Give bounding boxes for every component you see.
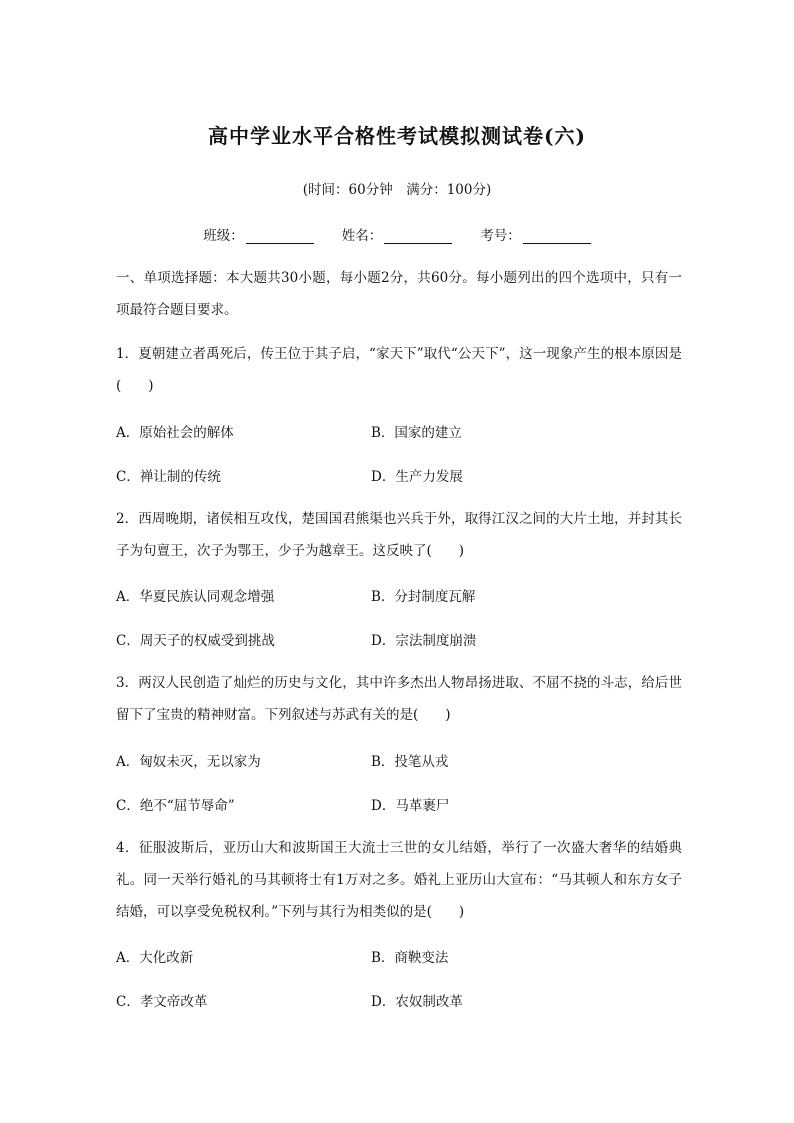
question-1-option-a[interactable]: A．原始社会的解体 (116, 425, 234, 441)
question-4-options-row-2 (116, 990, 682, 1010)
question-4-stem: 4．征服波斯后，亚历山大和波斯国王大流士三世的女儿结婚，举行了一次盛大奢华的结婚典礼。同一天举行婚礼的马其顿将士有1万对之多。婚礼上亚历山大宣布：“马其顿人和东方女子结婚，可以享受免税权利。”下列与其行为相类似的是( ) (116, 840, 682, 920)
question-3-option-d[interactable]: D．马革裹尸 (371, 798, 450, 814)
question-2-stem: 2．西周晚期，诸侯相互攻伐，楚国国君熊渠也兴兵于外，取得江汉之间的大片土地，并封其长子为句亶王，次子为鄂王，少子为越章王。这反映了( ) (116, 511, 682, 559)
question-1-options-row-2 (116, 465, 682, 485)
exam-subtitle: (时间：60分钟 满分：100分) (302, 182, 492, 198)
question-2-option-a[interactable]: A．华夏民族认同观念增强 (116, 589, 275, 605)
student-info-fields (0, 224, 794, 244)
name-field (342, 224, 453, 244)
class-label: 班级： (203, 228, 244, 244)
question-2-options-row-2 (116, 629, 682, 649)
class-blank[interactable] (246, 229, 314, 244)
exam-number-blank[interactable] (523, 229, 591, 244)
question-4-option-a[interactable]: A．大化改新 (116, 950, 194, 966)
question-3-option-b[interactable]: B．投笔从戎 (371, 754, 449, 770)
question-2-option-c[interactable]: C．周天子的权威受到挑战 (116, 633, 275, 649)
question-1-option-d[interactable]: D．生产力发展 (371, 469, 463, 485)
exam-number-field (480, 224, 591, 244)
question-3-option-a[interactable]: A．匈奴未灭，无以家为 (116, 754, 261, 770)
question-4-option-d[interactable]: D．农奴制改革 (371, 994, 463, 1010)
question-3-option-c[interactable]: C．绝不“屈节辱命” (116, 798, 235, 814)
question-2-option-d[interactable]: D．宗法制度崩溃 (371, 633, 477, 649)
question-1-stem: 1．夏朝建立者禹死后，传王位于其子启，“家天下”取代“公天下”，这一现象产生的根本原因是( ) (116, 346, 682, 394)
question-1-option-c[interactable]: C．禅让制的传统 (116, 469, 221, 485)
question-4-option-c[interactable]: C．孝文帝改革 (116, 994, 208, 1010)
question-3-stem: 3．两汉人民创造了灿烂的历史与文化，其中许多杰出人物昂扬进取、不屈不挠的斗志，给后世留下了宝贵的精神财富。下列叙述与苏武有关的是( ) (116, 675, 682, 723)
question-4-options-row-1 (116, 946, 682, 966)
exam-title: 高中学业水平合格性考试模拟测试卷(六) (208, 124, 586, 148)
question-1-options-row-1 (116, 421, 682, 441)
question-3-options-row-2 (116, 794, 682, 814)
class-field (203, 224, 314, 244)
question-2-option-b[interactable]: B．分封制度瓦解 (371, 589, 476, 605)
question-1-option-b[interactable]: B．国家的建立 (371, 425, 462, 441)
question-2-options-row-1 (116, 585, 682, 605)
name-blank[interactable] (384, 229, 452, 244)
question-3-options-row-1 (116, 750, 682, 770)
name-label: 姓名： (341, 228, 383, 244)
exam-number-label: 考号： (480, 228, 521, 244)
section-heading: 一、单项选择题：本大题共30小题，每小题2分，共60分。每小题列出的四个选项中，只有一项最符合题目要求。 (116, 270, 682, 318)
question-4-option-b[interactable]: B．商鞅变法 (371, 950, 449, 966)
